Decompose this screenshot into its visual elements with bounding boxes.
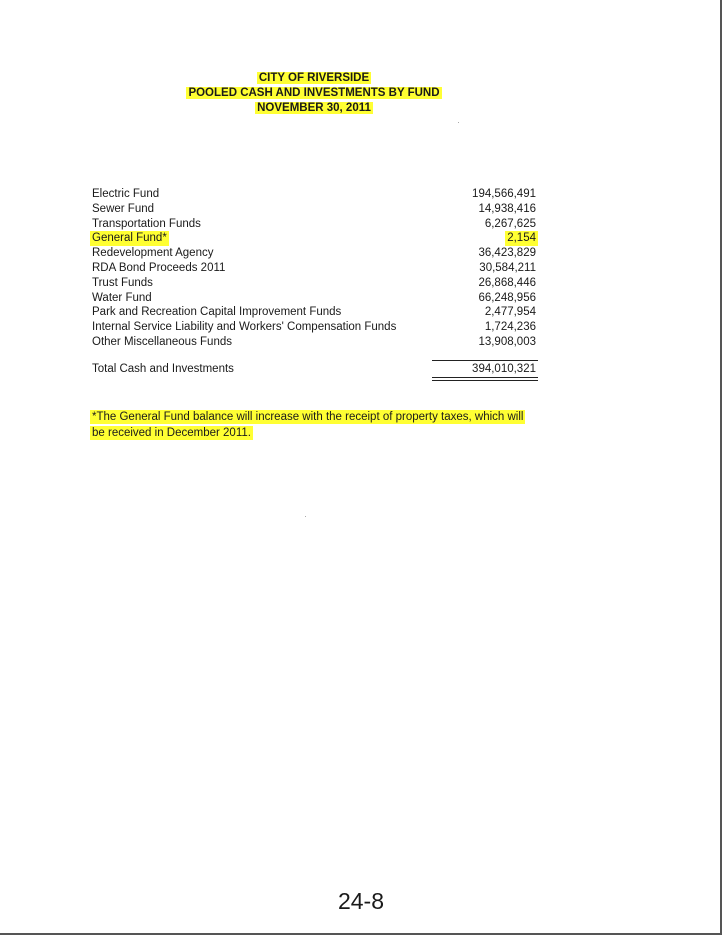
page-number: 24-8 <box>337 888 385 914</box>
footnote-text: *The General Fund balance will increase with the receipt of property taxes, which will be received in December 2011. <box>92 411 524 439</box>
total-label: Total Cash and Investments <box>92 363 234 375</box>
fund-amount: 26,868,446 <box>478 276 536 289</box>
fund-amount: 36,423,829 <box>478 247 536 260</box>
total-row <box>92 362 538 377</box>
fund-row <box>92 217 538 232</box>
total-amount: 394,010,321 <box>432 362 538 377</box>
fund-name: Water Fund <box>92 291 152 304</box>
footnote <box>90 410 530 441</box>
fund-name: Transportation Funds <box>92 217 201 230</box>
fund-amount: 13,908,003 <box>478 335 536 348</box>
fund-amount: 2,477,954 <box>484 306 536 319</box>
fund-name: Internal Service Liability and Workers' Compensation Funds <box>92 321 397 334</box>
scan-speck <box>305 516 306 517</box>
fund-name: Redevelopment Agency <box>92 247 214 260</box>
fund-name: Sewer Fund <box>92 202 155 215</box>
header-title: POOLED CASH AND INVESTMENTS BY FUND <box>188 87 440 99</box>
fund-row <box>92 276 538 291</box>
fund-name: RDA Bond Proceeds 2011 <box>92 261 226 274</box>
fund-amount: 66,248,956 <box>478 291 536 304</box>
fund-name: General Fund* <box>92 232 167 245</box>
scan-speck <box>458 122 459 123</box>
header-city: CITY OF RIVERSIDE <box>258 72 370 84</box>
fund-amount: 30,584,211 <box>479 261 536 274</box>
fund-row <box>92 261 538 276</box>
fund-name: Electric Fund <box>92 188 160 200</box>
fund-row <box>92 246 538 261</box>
fund-row <box>92 320 538 335</box>
fund-row <box>92 231 538 246</box>
fund-row <box>92 335 538 350</box>
fund-name: Other Miscellaneous Funds <box>92 335 232 348</box>
fund-row <box>92 291 538 306</box>
fund-amount: 1,724,236 <box>484 321 536 334</box>
fund-name: Trust Funds <box>92 276 153 289</box>
document-header <box>0 71 628 116</box>
fund-amount: 6,267,625 <box>484 217 536 230</box>
fund-amount: 2,154 <box>507 232 536 245</box>
fund-amount: 194,566,491 <box>472 188 536 200</box>
fund-row <box>92 187 538 202</box>
fund-name: Park and Recreation Capital Improvement Funds <box>92 306 342 319</box>
header-date: NOVEMBER 30, 2011 <box>257 102 371 114</box>
fund-list <box>92 187 538 350</box>
fund-row <box>92 202 538 217</box>
fund-row <box>92 305 538 320</box>
fund-amount: 14,938,416 <box>478 202 536 215</box>
